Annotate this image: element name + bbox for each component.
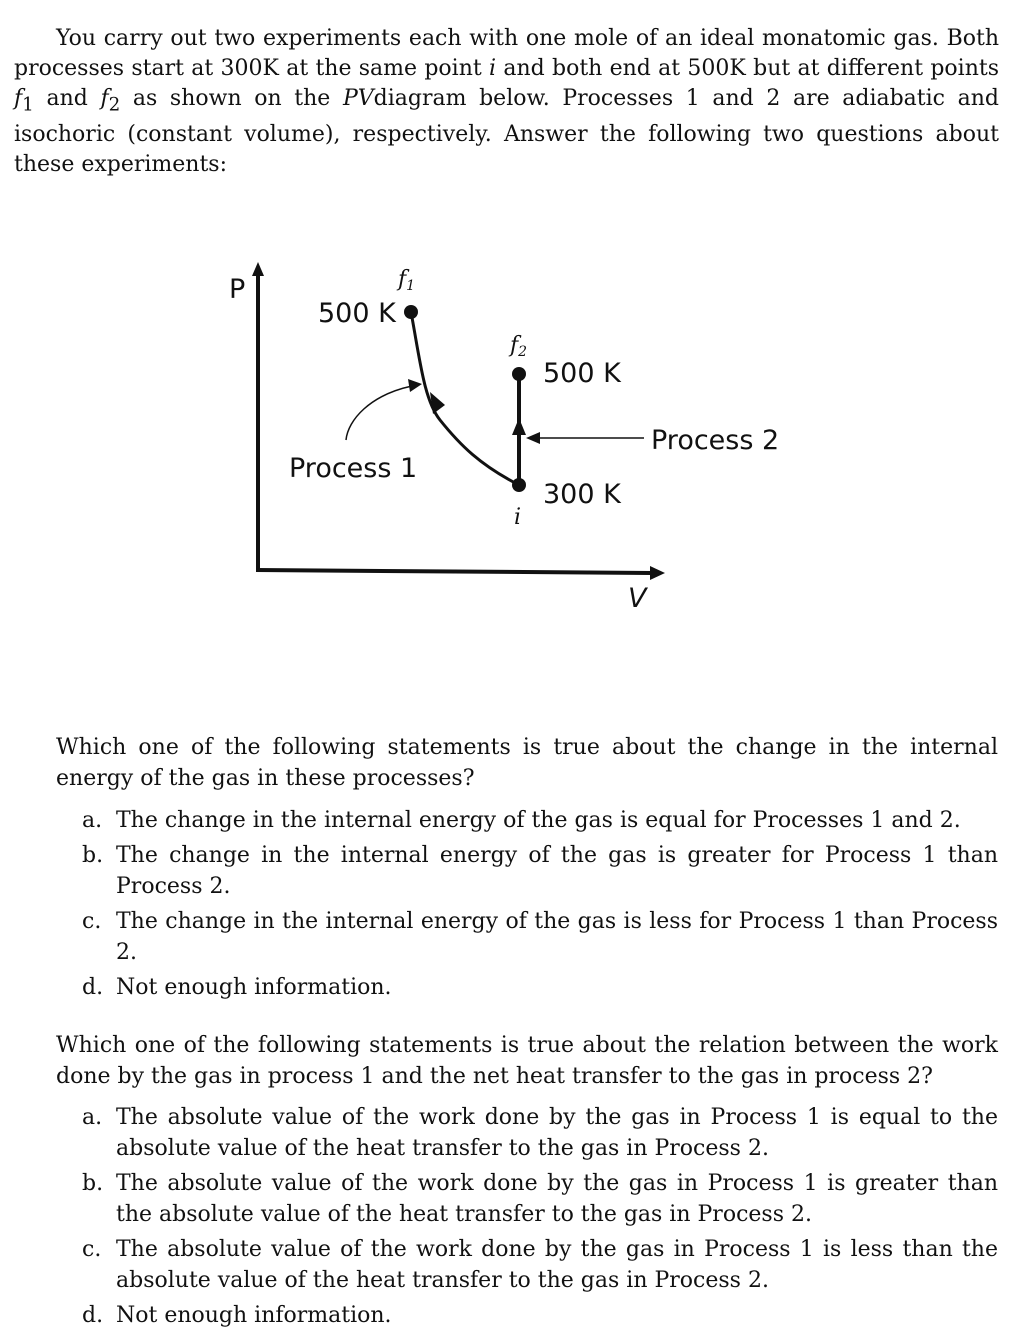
p-axis-arrowhead xyxy=(252,262,264,276)
option-letter: b. xyxy=(82,843,104,868)
process1-pointer-arrowhead xyxy=(408,379,422,392)
process1-curve xyxy=(411,312,519,485)
f2-temperature: 500 K xyxy=(543,358,621,389)
point-i xyxy=(512,478,526,492)
question-2-options xyxy=(82,1102,998,1335)
question-1-options xyxy=(82,805,998,1007)
option-letter: d. xyxy=(82,1303,104,1328)
process2-label: Process 2 xyxy=(651,425,780,456)
option-1c[interactable] xyxy=(82,906,998,968)
option-text: The absolute value of the work done by the gas in Process 1 is less than the absolute value of the heat transfer to the gas in Process 2. xyxy=(116,1237,998,1293)
point-f2-symbol: f xyxy=(100,86,109,111)
process1-pointer xyxy=(346,386,412,440)
option-letter: d. xyxy=(82,975,104,1000)
option-text: The absolute value of the work done by the gas in Process 1 is greater than the absolute value of the heat transfer to the gas in Process 2. xyxy=(116,1171,998,1227)
v-axis xyxy=(256,570,652,573)
option-text: Not enough information. xyxy=(116,975,392,1000)
option-text: The absolute value of the work done by the gas in Process 1 is equal to the absolute value of the heat transfer to the gas in Process 2. xyxy=(116,1105,998,1161)
process2-direction-arrowhead xyxy=(512,418,526,435)
question-1: Which one of the following statements is true about the change in the internal energy of the gas in these processes? xyxy=(56,735,998,791)
process1-label: Process 1 xyxy=(289,453,418,484)
option-text: The change in the internal energy of the gas is equal for Processes 1 and 2. xyxy=(116,808,961,833)
option-text: Not enough information. xyxy=(116,1303,392,1328)
subscript-2: 2 xyxy=(108,94,121,116)
point-f1-symbol: f xyxy=(14,86,23,111)
question-2: Which one of the following statements is true about the relation between the work done by the gas in process 1 and the net heat transfer to the gas in process 2? xyxy=(56,1033,998,1089)
option-2a[interactable] xyxy=(82,1102,998,1164)
intro-text: and xyxy=(33,86,101,111)
option-text: The change in the internal energy of the gas is greater for Process 1 than Process 2. xyxy=(116,843,998,899)
i-label: i xyxy=(514,505,522,530)
option-1d[interactable] xyxy=(82,972,998,1003)
intro-text: as shown on the xyxy=(120,86,343,111)
option-1b[interactable] xyxy=(82,840,998,902)
v-axis-label: V xyxy=(628,583,647,614)
process2-pointer-arrowhead xyxy=(526,432,540,444)
subscript-1: 1 xyxy=(22,94,34,116)
v-axis-arrowhead xyxy=(650,566,665,580)
option-1a[interactable] xyxy=(82,805,998,836)
point-f2 xyxy=(512,367,526,381)
f1-label: f1 xyxy=(398,267,416,294)
option-2c[interactable] xyxy=(82,1234,998,1296)
option-2b[interactable] xyxy=(82,1168,998,1230)
p-axis-label: P xyxy=(229,274,246,305)
option-2d[interactable] xyxy=(82,1300,998,1331)
option-text: The change in the internal energy of the gas is less for Process 1 than Process 2. xyxy=(116,909,998,965)
option-letter: a. xyxy=(82,808,103,833)
f2-label: f2 xyxy=(510,333,528,360)
process1-direction-arrowhead xyxy=(430,392,445,414)
option-letter: c. xyxy=(82,1237,102,1262)
option-letter: a. xyxy=(82,1105,103,1130)
option-letter: c. xyxy=(82,909,102,934)
point-i-symbol: i xyxy=(489,56,497,81)
f1-temperature: 500 K xyxy=(318,298,396,329)
pv-symbol: PV xyxy=(342,86,374,111)
intro-text: You carry out two experiments each with one mole of an ideal monatomic gas. Both processes start at 300K at the same point xyxy=(14,26,999,81)
intro-text: diagram below. Processes 1 and 2 are adiabatic and isochoric (constant volume), respectively. Answer the following two questions about these experiments: xyxy=(14,86,999,178)
option-letter: b. xyxy=(82,1171,104,1196)
i-temperature: 300 K xyxy=(543,479,621,510)
intro-text: and both end at 500K but at different points xyxy=(496,56,1000,81)
point-f1 xyxy=(404,305,418,319)
